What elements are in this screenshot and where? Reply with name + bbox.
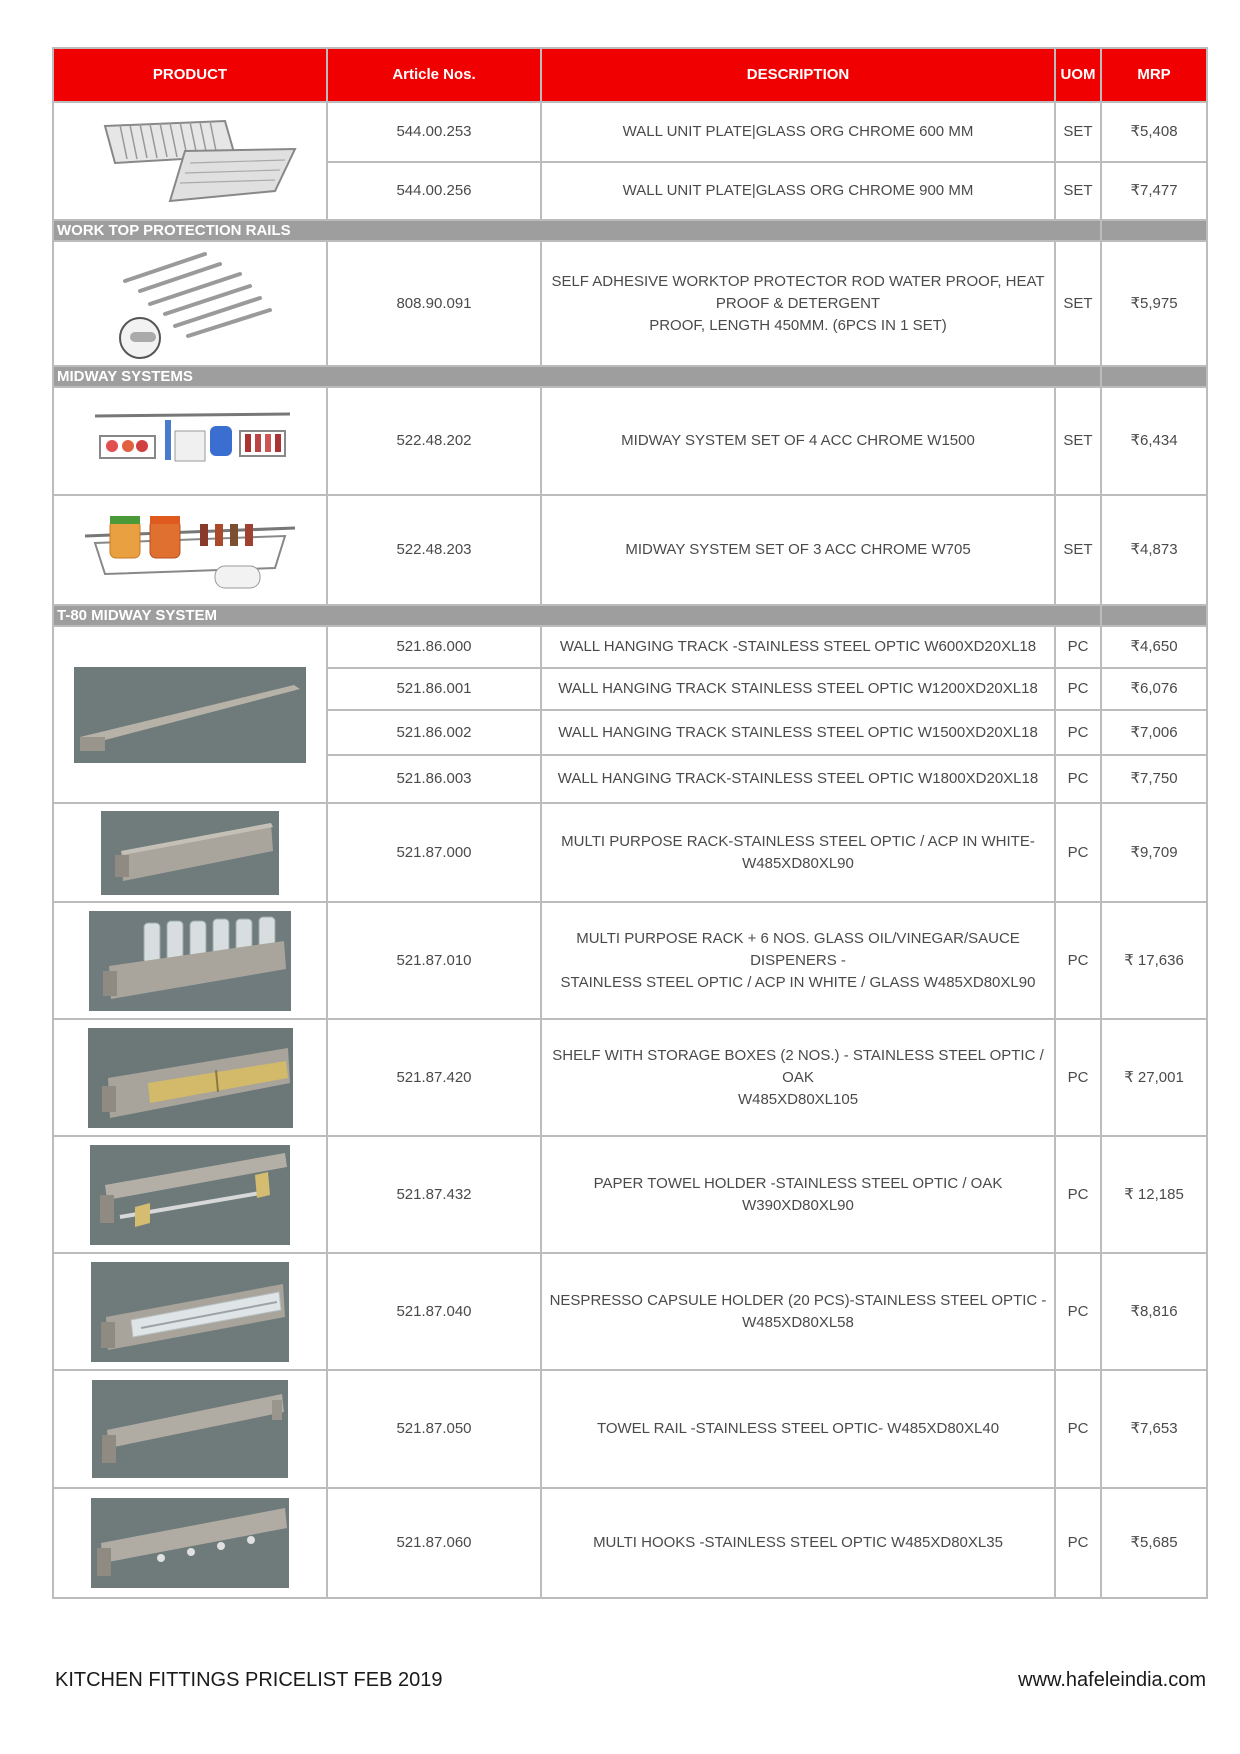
article-no: 521.87.432 bbox=[327, 1136, 541, 1253]
mrp: ₹ 27,001 bbox=[1101, 1019, 1207, 1136]
category-row bbox=[53, 605, 1207, 626]
mrp: ₹6,076 bbox=[1101, 668, 1207, 710]
midway-rail-image bbox=[80, 406, 300, 476]
mrp: ₹4,873 bbox=[1101, 495, 1207, 605]
description-line: NESPRESSO CAPSULE HOLDER (20 PCS)-STAINLESS STEEL OPTIC - bbox=[549, 1291, 1047, 1309]
table-row bbox=[53, 902, 1207, 1019]
article-no: 521.87.040 bbox=[327, 1253, 541, 1370]
plate-rack-image bbox=[75, 111, 305, 211]
description: WALL UNIT PLATE|GLASS ORG CHROME 900 MM bbox=[541, 162, 1055, 220]
product-image-cell bbox=[53, 1253, 327, 1370]
article-no: 544.00.256 bbox=[327, 162, 541, 220]
article-no: 521.86.001 bbox=[327, 668, 541, 710]
uom: PC bbox=[1055, 902, 1101, 1019]
category-spacer bbox=[1101, 220, 1207, 241]
mrp: ₹5,408 bbox=[1101, 102, 1207, 162]
mrp: ₹7,653 bbox=[1101, 1370, 1207, 1488]
footer-website: www.hafeleindia.com bbox=[1018, 1669, 1206, 1691]
uom: PC bbox=[1055, 668, 1101, 710]
mrp: ₹7,477 bbox=[1101, 162, 1207, 220]
description: WALL UNIT PLATE|GLASS ORG CHROME 600 MM bbox=[541, 102, 1055, 162]
protector-rods-image bbox=[100, 246, 280, 361]
capsule-holder-image bbox=[91, 1262, 289, 1362]
article-no: 522.48.203 bbox=[327, 495, 541, 605]
product-image-cell bbox=[53, 803, 327, 902]
mrp: ₹ 12,185 bbox=[1101, 1136, 1207, 1253]
mrp: ₹5,685 bbox=[1101, 1488, 1207, 1598]
description-line: MULTI PURPOSE RACK-STAINLESS STEEL OPTIC / ACP IN WHITE- bbox=[561, 832, 1035, 850]
uom: SET bbox=[1055, 241, 1101, 366]
header-mrp: MRP bbox=[1101, 48, 1207, 102]
mrp: ₹9,709 bbox=[1101, 803, 1207, 902]
table-row bbox=[53, 1019, 1207, 1136]
uom: SET bbox=[1055, 162, 1101, 220]
article-no: 521.86.003 bbox=[327, 755, 541, 803]
mrp: ₹ 17,636 bbox=[1101, 902, 1207, 1019]
footer-title: KITCHEN FITTINGS PRICELIST FEB 2019 bbox=[55, 1669, 443, 1691]
category-label: T-80 MIDWAY SYSTEM bbox=[53, 605, 1101, 626]
product-image-cell bbox=[53, 495, 327, 605]
uom: PC bbox=[1055, 1019, 1101, 1136]
table-row bbox=[53, 1136, 1207, 1253]
description: WALL HANGING TRACK-STAINLESS STEEL OPTIC W1800XD20XL18 bbox=[541, 755, 1055, 803]
product-image-cell bbox=[53, 241, 327, 366]
mrp: ₹8,816 bbox=[1101, 1253, 1207, 1370]
article-no: 521.86.002 bbox=[327, 710, 541, 755]
storage-box-shelf-image bbox=[88, 1028, 293, 1128]
category-label: WORK TOP PROTECTION RAILS bbox=[53, 220, 1101, 241]
uom: PC bbox=[1055, 710, 1101, 755]
description-line: W485XD80XL105 bbox=[737, 1090, 859, 1108]
product-image-cell bbox=[53, 902, 327, 1019]
description-line: SELF ADHESIVE WORKTOP PROTECTOR ROD WATER PROOF, HEAT bbox=[551, 272, 1045, 290]
table-row bbox=[53, 803, 1207, 902]
article-no: 521.87.060 bbox=[327, 1488, 541, 1598]
description-line: W485XD80XL90 bbox=[742, 854, 854, 872]
description: WALL HANGING TRACK STAINLESS STEEL OPTIC W1200XD20XL18 bbox=[541, 668, 1055, 710]
category-spacer bbox=[1101, 605, 1207, 626]
article-no: 522.48.202 bbox=[327, 387, 541, 495]
uom: SET bbox=[1055, 387, 1101, 495]
category-row bbox=[53, 366, 1207, 387]
uom: PC bbox=[1055, 755, 1101, 803]
category-label: MIDWAY SYSTEMS bbox=[53, 366, 1101, 387]
uom: PC bbox=[1055, 1488, 1101, 1598]
uom: SET bbox=[1055, 102, 1101, 162]
description bbox=[541, 902, 1055, 1019]
category-spacer bbox=[1101, 366, 1207, 387]
product-image-cell bbox=[53, 1370, 327, 1488]
header-description: DESCRIPTION bbox=[541, 48, 1055, 102]
description bbox=[541, 241, 1055, 366]
article-no: 521.86.000 bbox=[327, 626, 541, 668]
towel-holder-image bbox=[90, 1145, 290, 1245]
header-product: PRODUCT bbox=[53, 48, 327, 102]
table-row bbox=[53, 102, 1207, 162]
product-image-cell bbox=[53, 1019, 327, 1136]
product-image-cell bbox=[53, 1488, 327, 1598]
description-line: STAINLESS STEEL OPTIC / ACP IN WHITE / GLASS W485XD80XL90 bbox=[560, 973, 1036, 991]
table-row bbox=[53, 626, 1207, 668]
mrp: ₹7,750 bbox=[1101, 755, 1207, 803]
description-line: PROOF & DETERGENT bbox=[715, 294, 881, 312]
description-line: PROOF, LENGTH 450MM. (6PCS IN 1 SET) bbox=[649, 316, 947, 334]
product-image-cell bbox=[53, 626, 327, 803]
mrp: ₹7,006 bbox=[1101, 710, 1207, 755]
article-no: 808.90.091 bbox=[327, 241, 541, 366]
table-row bbox=[53, 1370, 1207, 1488]
description-line: W485XD80XL58 bbox=[742, 1313, 854, 1331]
table-row bbox=[53, 495, 1207, 605]
hooks-image bbox=[91, 1498, 289, 1588]
table-row bbox=[53, 387, 1207, 495]
article-no: 521.87.050 bbox=[327, 1370, 541, 1488]
price-table bbox=[52, 47, 1208, 1599]
mrp: ₹6,434 bbox=[1101, 387, 1207, 495]
uom: PC bbox=[1055, 1136, 1101, 1253]
table-row bbox=[53, 1253, 1207, 1370]
track-image bbox=[74, 667, 306, 763]
description: TOWEL RAIL -STAINLESS STEEL OPTIC- W485XD80XL40 bbox=[541, 1370, 1055, 1488]
header-uom: UOM bbox=[1055, 48, 1101, 102]
description-line: MULTI PURPOSE RACK + 6 NOS. GLASS OIL/VINEGAR/SAUCE DISPENERS - bbox=[576, 929, 1020, 969]
product-image-cell bbox=[53, 1136, 327, 1253]
uom: PC bbox=[1055, 1253, 1101, 1370]
mrp: ₹5,975 bbox=[1101, 241, 1207, 366]
uom: SET bbox=[1055, 495, 1101, 605]
description: MIDWAY SYSTEM SET OF 3 ACC CHROME W705 bbox=[541, 495, 1055, 605]
uom: PC bbox=[1055, 1370, 1101, 1488]
towel-rail-image bbox=[92, 1380, 288, 1478]
rack-image bbox=[101, 811, 279, 895]
table-header-row bbox=[53, 48, 1207, 102]
uom: PC bbox=[1055, 626, 1101, 668]
midway-basket-image bbox=[75, 508, 305, 593]
description: PAPER TOWEL HOLDER -STAINLESS STEEL OPTIC / OAK W390XD80XL90 bbox=[541, 1136, 1055, 1253]
article-no: 544.00.253 bbox=[327, 102, 541, 162]
header-article: Article Nos. bbox=[327, 48, 541, 102]
article-no: 521.87.010 bbox=[327, 902, 541, 1019]
category-row bbox=[53, 220, 1207, 241]
description: MULTI HOOKS -STAINLESS STEEL OPTIC W485XD80XL35 bbox=[541, 1488, 1055, 1598]
description: WALL HANGING TRACK -STAINLESS STEEL OPTIC W600XD20XL18 bbox=[541, 626, 1055, 668]
uom: PC bbox=[1055, 803, 1101, 902]
description bbox=[541, 1019, 1055, 1136]
table-row bbox=[53, 241, 1207, 366]
product-image-cell bbox=[53, 102, 327, 220]
mrp: ₹4,650 bbox=[1101, 626, 1207, 668]
article-no: 521.87.420 bbox=[327, 1019, 541, 1136]
table-row bbox=[53, 1488, 1207, 1598]
product-image-cell bbox=[53, 387, 327, 495]
description: MIDWAY SYSTEM SET OF 4 ACC CHROME W1500 bbox=[541, 387, 1055, 495]
description: WALL HANGING TRACK STAINLESS STEEL OPTIC W1500XD20XL18 bbox=[541, 710, 1055, 755]
dispenser-rack-image bbox=[89, 911, 291, 1011]
description bbox=[541, 1253, 1055, 1370]
description-line: SHELF WITH STORAGE BOXES (2 NOS.) - STAINLESS STEEL OPTIC / OAK bbox=[552, 1046, 1044, 1086]
description bbox=[541, 803, 1055, 902]
article-no: 521.87.000 bbox=[327, 803, 541, 902]
